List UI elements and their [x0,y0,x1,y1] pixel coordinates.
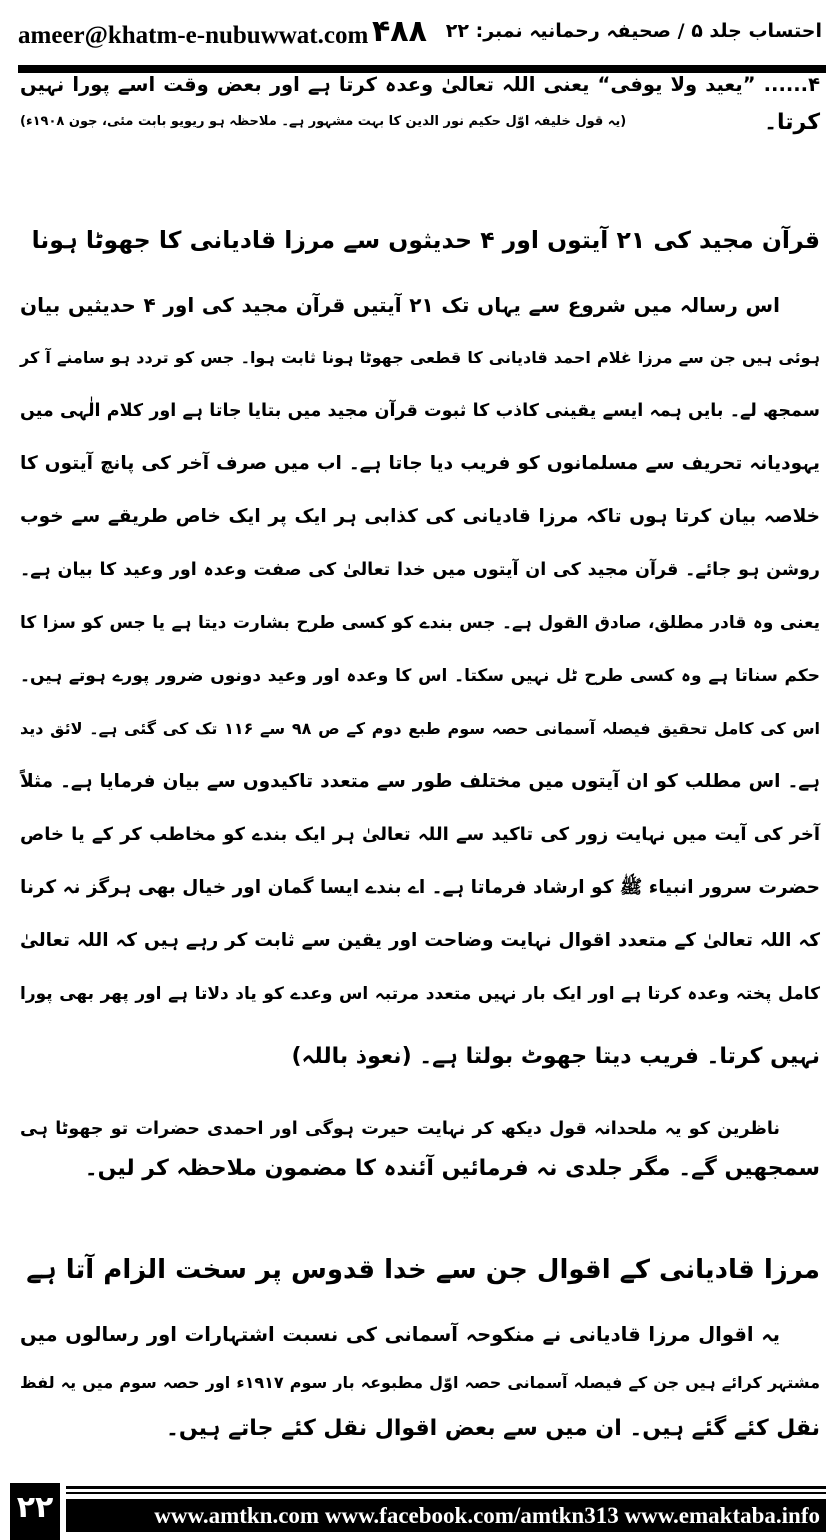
paragraph-line: یہودیانہ تحریف سے مسلمانوں کو فریب دیا جاتا ہے۔ اب میں صرف آخر کی پانچ آیتوں کا [20,453,820,474]
paragraph-line: آخر کی آیت میں نہایت زور کی تاکید سے اللہ تعالیٰ ہر ایک بندے کو مخاطب کر کے یا خاص [20,824,820,845]
section-heading: قرآن مجید کی ۲۱ آیتوں اور ۴ حدیثوں سے مرزا قادیانی کا جھوٹا ہونا [31,226,820,254]
intro-line-start: کرتا۔ [764,110,820,135]
footer-rule [66,1492,826,1494]
section-heading: مرزا قادیانی کے اقوال جن سے خدا قدوس پر سخت الزام آتا ہے [26,1255,820,1285]
paragraph-line: اس کی کامل تحقیق فیصلہ آسمانی حصہ سوم طبع دوم کے ص ۹۸ سے ۱۱۶ تک کی گئی ہے۔ لائق دید [20,719,821,738]
paragraph-line: سمجھیں گے۔ مگر جلدی نہ فرمائیں آئندہ کا مضمون ملاحظہ کر لیں۔ [84,1156,820,1181]
paragraph-line: ہے۔ اس مطلب کو ان آیتوں میں مختلف طور سے متعدد تاکیدوں سے بیان فرمایا ہے۔ مثلاً [20,771,820,792]
footer-rule [66,1486,826,1489]
paragraph-line: سمجھ لے۔ بایں ہمہ ایسے یقینی کاذب کا ثبوت قرآن مجید میں بتایا جاتا ہے اور کلام الٰہی میں [20,401,820,421]
paragraph-line: حضرت سرور انبیاء ﷺ کو ارشاد فرماتا ہے۔ اے بندے ایسا گمان اور خیال بھی ہرگز نہ کرنا [20,877,820,898]
paragraph-line: حکم سناتا ہے وہ کسی طرح ٹل نہیں سکتا۔ اس کا وعدہ اور وعید دونوں ضرور پورے ہوتے ہیں۔ [20,666,820,686]
paragraph-line: روشن ہو جائے۔ قرآن مجید کی ان آیتوں میں خدا تعالیٰ کی صفت وعدہ اور وعید کا بیان ہے۔ [20,560,820,580]
paragraph-line: یعنی وہ قادر مطلق، صادق القول ہے۔ جس بندے کو کسی طرح بشارت دیتا ہے یا جس کو سزا کا [20,613,820,633]
paragraph-line: ناظرین کو یہ ملحدانہ قول دیکھ کر نہایت حیرت ہوگی اور احمدی حضرات تو جھوٹا ہی [20,1119,780,1139]
paragraph-line: نہیں کرتا۔ فریب دیتا جھوٹ بولتا ہے۔ (نعوذ باللہ) [291,1044,820,1069]
paragraph-line: مشتہر کرائے ہیں جن کے فیصلہ آسمانی حصہ اوّل مطبوعہ بار سوم ۱۹۱۷ء اور حصہ سوم میں یہ لفظ [20,1373,820,1392]
header-email: ameer@khatm-e-nubuwwat.com [18,22,369,49]
paragraph-line: نقل کئے گئے ہیں۔ ان میں سے بعض اقوال نقل کئے جاتے ہیں۔ [165,1416,820,1441]
paragraph-line: ہوئی ہیں جن سے مرزا غلام احمد قادیانی کا قطعی جھوٹا ہونا ثابت ہوا۔ جس کو تردد ہو سامنے آ کر [20,348,820,367]
header-page-number: ۴۸۸ [372,14,427,49]
paragraph-line: یہ اقوال مرزا قادیانی نے منکوحہ آسمانی کی نسبت اشتہارات اور رسالوں میں [20,1323,780,1346]
paragraph-line: خلاصہ بیان کرتا ہوں تاکہ مرزا قادیانی کی کذابی ہر ایک پر ایک خاص طریقے سے خوب [20,506,820,527]
footer-page-number: ۲۲ [10,1483,60,1540]
paragraph-line: اس رسالہ میں شروع سے یہاں تک ۲۱ آیتیں قرآن مجید کی اور ۴ حدیثیں بیان [20,293,780,317]
header-book-reference: احتساب جلد ۵ / صحیفہ رحمانیہ نمبر: ۲۲ [445,20,822,42]
paragraph-line: کامل پختہ وعدہ کرتا ہے اور ایک بار نہیں متعدد مرتبہ اس وعدے کو یاد دلاتا ہے اور پھر بھی پورا [20,984,820,1004]
intro-line: ۴...... ”یعید ولا یوفی“ یعنی اللہ تعالیٰ وعدہ کرتا ہے اور بعض وقت اسے پورا نہیں [20,73,820,96]
paragraph-line: کہ اللہ تعالیٰ کے متعدد اقوال نہایت وضاحت اور یقین سے ثابت کر رہے ہیں کہ اللہ تعالیٰ [20,930,820,951]
intro-citation-note: (یہ قول خلیفہ اوّل حکیم نور الدین کا بہت مشہور ہے۔ ملاحظہ ہو ریویو بابت مئی، جون ۱۹۰۸ء) [20,114,627,129]
footer-links[interactable]: www.amtkn.com www.facebook.com/amtkn313 www.emaktaba.info [66,1499,826,1532]
